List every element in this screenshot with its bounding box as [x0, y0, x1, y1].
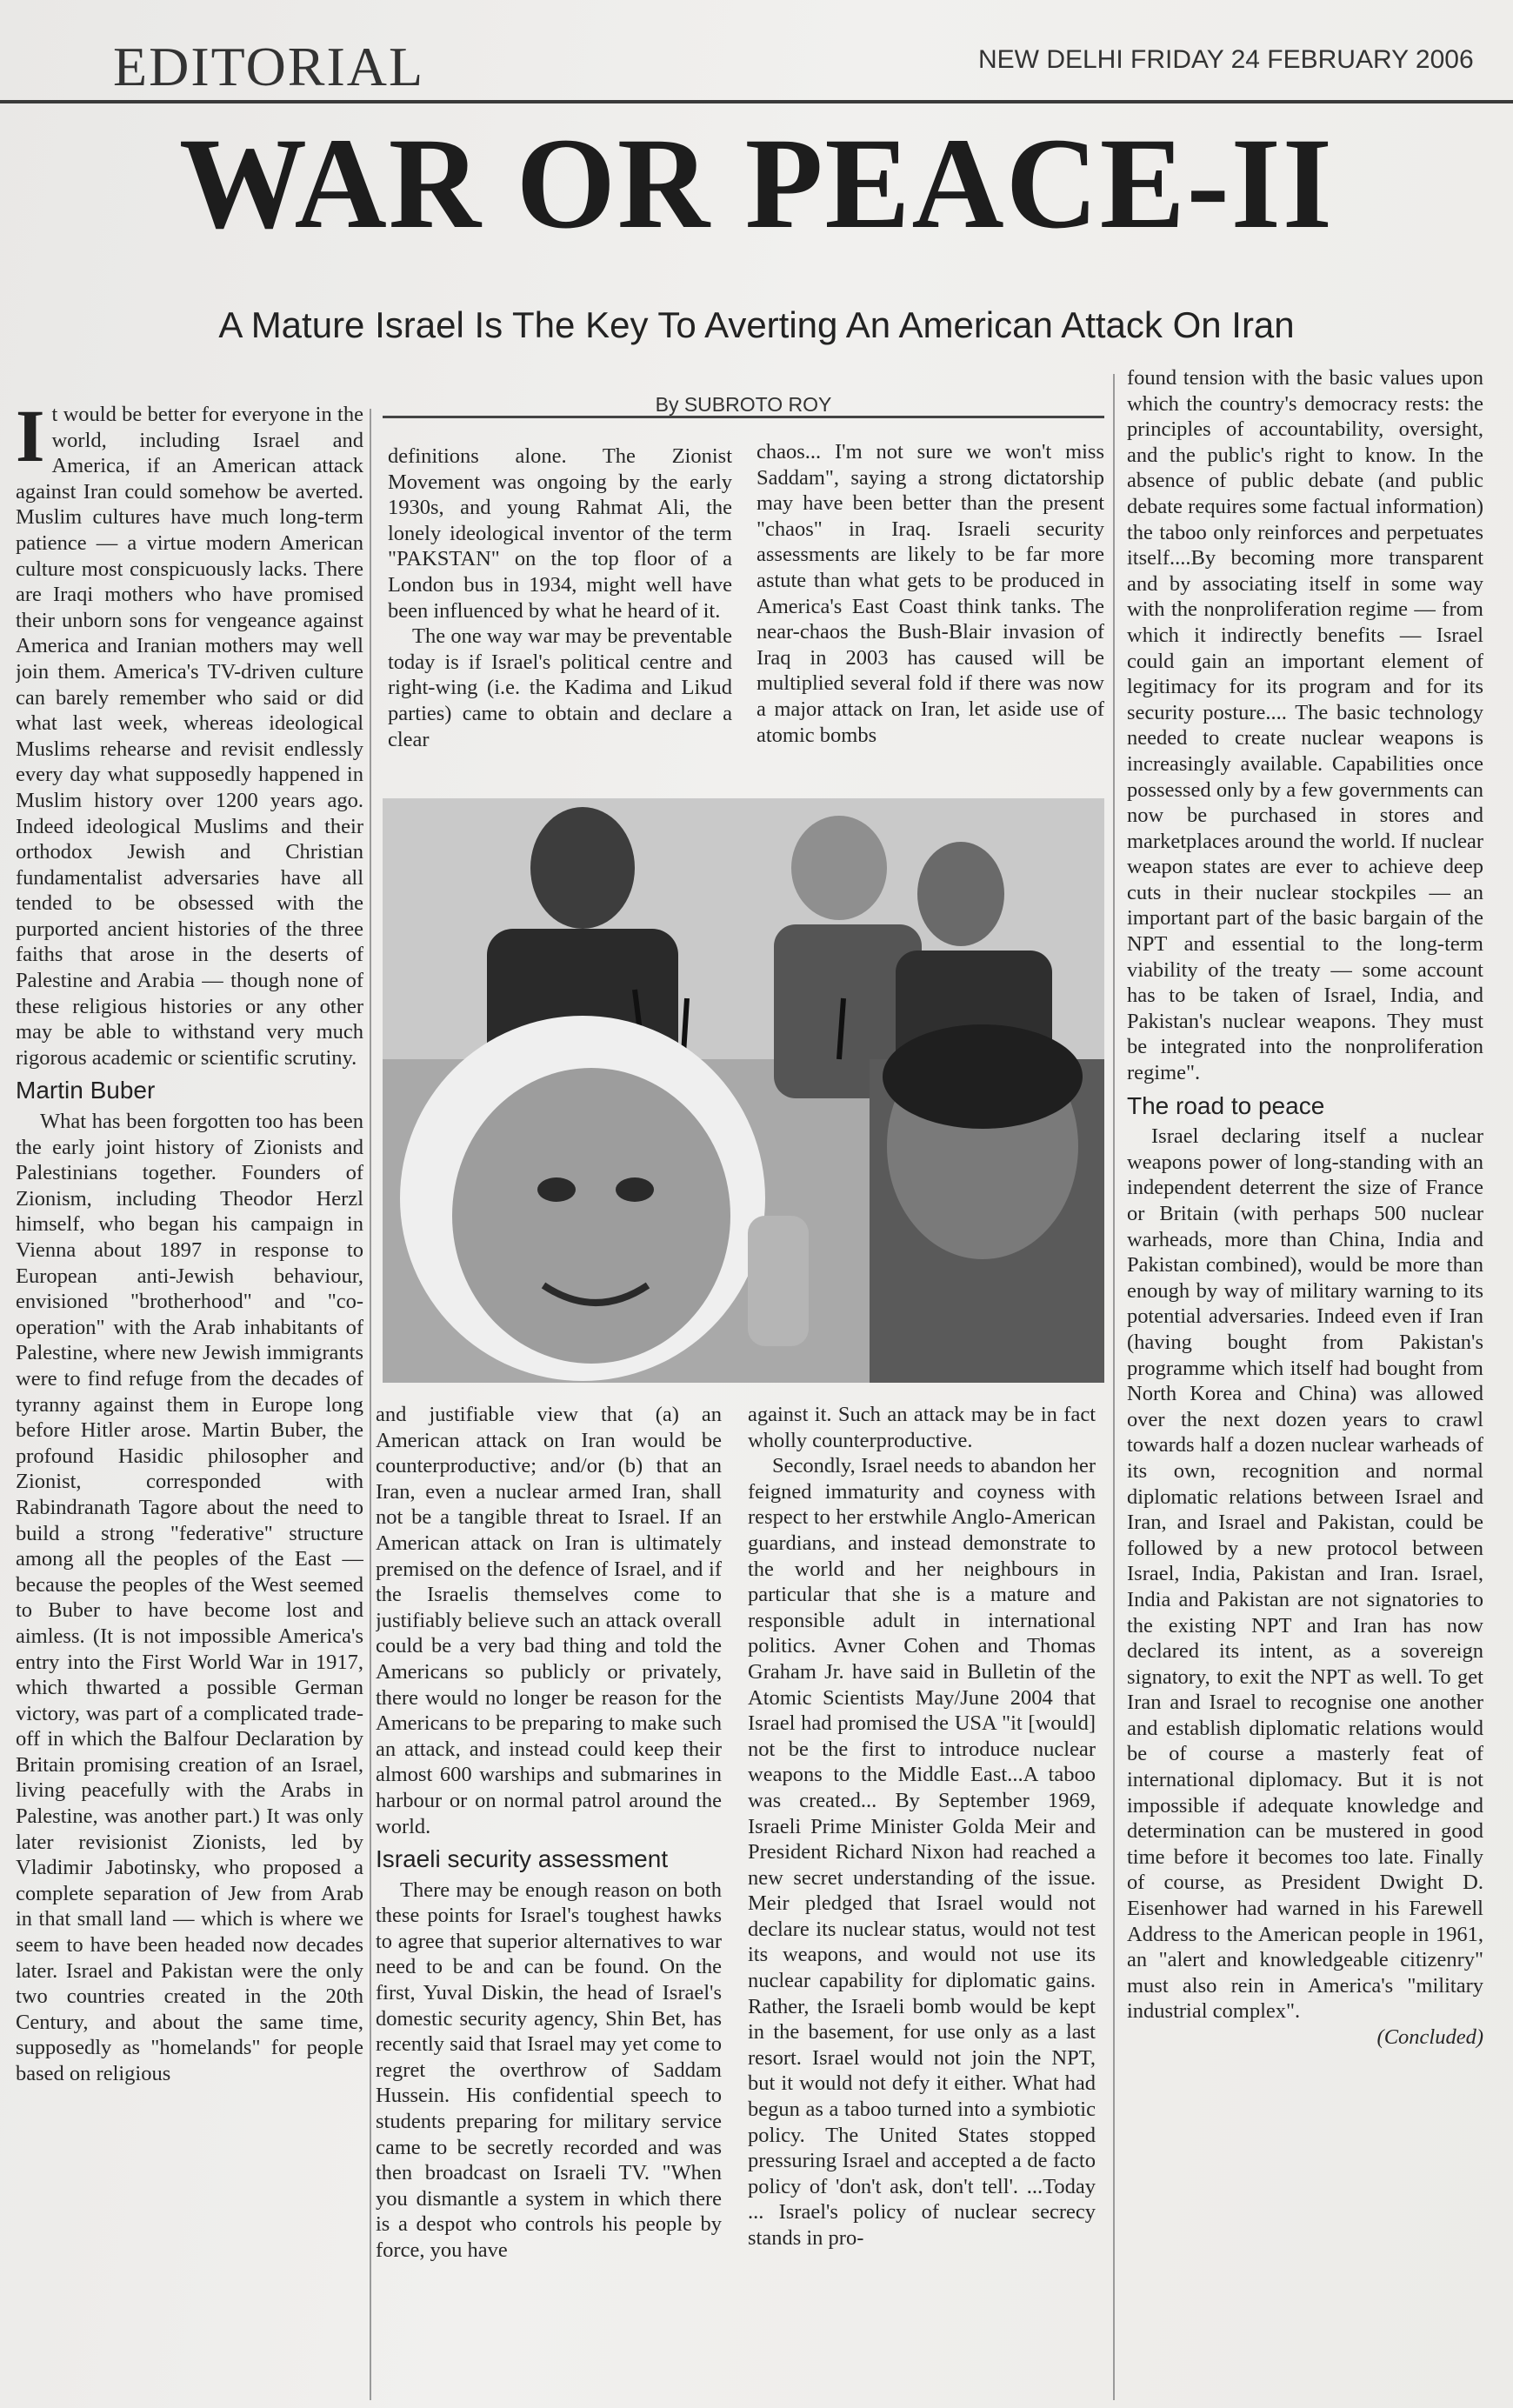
photo-collage	[383, 798, 1104, 1383]
article-paragraph: The one way war may be preventable today is if Israel's political centre and right-wing (i.e. the Kadima and Likud parties) came to obtain and declare a clear	[388, 624, 732, 751]
article-column-2-bottom	[376, 1402, 722, 2402]
article-column-1	[16, 402, 363, 2402]
article-column-3-bottom	[748, 1402, 1096, 2402]
article-paragraph: Secondly, Israel needs to abandon her feigned immaturity and coyness with respect to her erstwhile Anglo-American guardians, and instead demonstrate to the world and her neighbours in particular that she is a mature and responsible adult in international politics. Avner Cohen and Thomas Graham Jr. have said in Bulletin of the Atomic Scientists May/June 2004 that Israel had promised the USA "it [would] not be the first to introduce nuclear weapons to the Middle East...A taboo was created... By September 1969, Israeli Prime Minister Golda Meir and President Richard Nixon had reached a new secret understanding of the issue. Meir pledged that Israel would not declare its nuclear status, would not test its weapons, and would not use its nuclear capability for diplomatic gains. Rather, the Israeli bomb would be kept in the basement, for use only as a last resort. Israel would not join the NPT, but it would not defy it either. What had begun as a taboo turned into a symbiotic policy. The United States stopped pressuring Israel and accepted a de facto policy of 'don't ask, don't tell'. ...Today ... Israel's policy of nuclear secrecy stands in pro-	[748, 1454, 1096, 2250]
subheadline: A Mature Israel Is The Key To Averting An American Attack On Iran	[218, 304, 1295, 345]
article-column-4	[1127, 365, 1483, 2400]
article-paragraph: definitions alone. The Zionist Movement was ongoing by the early 1930s, and young Rahmat Ali, the lonely ideological inventor of the term "PAKSTAN" on the top floor of a London bus in 1934, might well have been influenced by what he heard of it.	[388, 444, 732, 623]
article-paragraph: chaos... I'm not sure we won't miss Saddam", saying a strong dictatorship may have been better than the present "chaos" in Iraq. Israeli security assessments are likely to be far more astute than what gets to be produced in America's East Coast think tanks. The near-chaos the Bush-Blair invasion of Iraq in 2003 has caused will be multiplied several fold if there was now a major attack on Iran, let aside use of atomic bombs	[756, 440, 1104, 747]
article-paragraph: It would be better for everyone in the world, including Israel and America, if an American attack against Iran could somehow be averted. Muslim cultures have much long-term patience — a virtue modern American culture most conspicuously lacks. There are Iraqi mothers who have promised their unborn sons for vengeance against America and Iranian mothers may well join them. America's TV-driven culture can barely remember who said or did what last week, whereas ideological Muslims rehearse and revisit endlessly every day what supposedly happened in Muslim history over 1200 years ago. Indeed ideological Muslims and their orthodox Jewish and Christian fundamentalist adversaries have all tended to be obsessed with the purported ancient histories of the three faiths that arose in the deserts of Palestine and Arabia — though none of these religious histories or any other may be able to withstand very much rigorous academic or scientific scrutiny.	[16, 402, 363, 1070]
article-paragraph: There may be enough reason on both these points for Israel's toughest hawks to agree that superior alternatives to war need to be and can be found. On the first, Yuval Diskin, the head of Israel's domestic security agency, Shin Bet, has recently said that Israel may yet come to regret the overthrow of Saddam Hussein. His confidential speech to students preparing for military service came to be secretly recorded and was then broadcast on Israeli TV. "When you dismantle a system in which there is a despot who controls his people by force, you have	[376, 1878, 722, 2262]
section-heading-martin-buber: Martin Buber	[16, 1077, 156, 1104]
article-paragraph: and justifiable view that (a) an American attack on Iran would be counterproductive; and/or (b) that an Iran, even a nuclear armed Iran, shall not be a tangible threat to Israel. If an American attack on Iran is ultimately premised on the defence of Israel, and if the Israelis themselves come to justifiably believe such an attack overall could be a very bad thing and told the Americans so publicly or privately, there would no longer be reason for the Americans to be preparing to make such an attack, and instead could keep their almost 600 warships and submarines in harbour or on normal patrol around the world.	[376, 1403, 722, 1838]
headline: WAR OR PEACE-II	[178, 111, 1334, 256]
section-heading-road-to-peace: The road to peace	[1127, 1091, 1325, 1119]
article-paragraph: What has been forgotten too has been the early joint history of Zionists and Palestinians together. Founders of Zionism, including Theodor Herzl himself, who began his campaign in Vienna about 1897 in response to European anti-Jewish behaviour, envisioned "brotherhood" and "co-operation" with the Arab inhabitants of Palestine, where new Jewish immigrants were to find refuge from the decades of tyranny against them in Europe long before Hitler arose. Martin Buber, the profound Hasidic philosopher and Zionist, corresponded with Rabindranath Tagore about the need to build a strong "federative" structure among all the peoples of the East — because the peoples of the West seemed to Buber to have become lost and aimless. (It is not impossible America's entry into the First World War in 1917, which thwarted a possible German victory, was part of a complicated trade-off in which the Balfour Declaration by Britain promising creation of an Israel, living peacefully with the Arabs in Palestine, was another part.) It was only later revisionist Zionists, led by Vladimir Jabotinsky, who proposed a complete separation of Jew from Arab in that small land — which is where we seem to have been headed now decades later. Israel and Pakistan were the only two countries created in the 20th Century, and about the same time, supposedly as "homelands" for people based on religious	[16, 1110, 363, 2085]
section-heading-israeli-security: Israeli security assessment	[376, 1845, 669, 1873]
column-divider	[1113, 374, 1115, 2400]
photo-illustration	[383, 798, 1104, 1383]
article-column-2-top	[388, 444, 732, 795]
column-divider	[370, 409, 371, 2400]
byline-divider	[383, 416, 1104, 418]
section-title: EDITORIAL	[113, 36, 425, 97]
byline: By SUBROTO ROY	[655, 393, 832, 416]
masthead-divider	[0, 100, 1513, 103]
article-column-3-top	[756, 439, 1104, 796]
article-paragraph: found tension with the basic values upon which the country's democracy rests: the principles of accountability, oversight, and the public's right to know. In the absence of public debate (and public debate requires some factual information) the taboo only reinforces and perpetuates itself....By becoming more transparent and by associating itself in some way with the nonproliferation regime — from which it indirectly benefits — Israel could gain an important element of legitimacy for its program and for its security posture.... The basic technology needed to create nuclear weapons is increasingly available. Capabilities once possessed only by a few governments can now be purchased in stores and marketplaces around the world. If nuclear weapon states are ever to achieve deep cuts in their nuclear stockpiles — an important part of the basic bargain of the NPT and essential to the long-term viability of the treaty — some account has to be taken of Israel, India, and Pakistan's nuclear weapons. They must be integrated into the nonproliferation regime".	[1127, 366, 1483, 1085]
article-paragraph: against it. Such an attack may be in fact wholly counterproductive.	[748, 1403, 1096, 1452]
dropcap: I	[16, 402, 45, 477]
concluded-note: (Concluded)	[1376, 2025, 1483, 2049]
dateline: NEW DELHI FRIDAY 24 FEBRUARY 2006	[978, 45, 1474, 74]
article-paragraph: Israel declaring itself a nuclear weapons power of long-standing with an independent deterrent the size of France or Britain (with perhaps 500 nuclear warheads, more than China, India and Pakistan combined), would be more than enough by way of military warning to its potential adversaries. Indeed even if Iran (having bought from Pakistan's programme which itself had bought from North Korea and China) was allowed over the next dozen years to crawl towards half a dozen nuclear warheads of its own, recognition and normal diplomatic relations between Israel and Iran, and Israel and Pakistan, could be followed by a new protocol between Israel, India, Pakistan and Iran. Israel, India and Pakistan are not signatories to the existing NPT and Iran has now declared its intent, as a sovereign signatory, to exit the NPT as well. To get Iran and Israel to recognise one another and establish diplomatic relations would be of course a masterly feat of international diplomacy. But it is not impossible if adequate knowledge and determination can be mustered in good time before it becomes too late. Finally of course, as President Dwight D. Eisenhower had warned in his Farewell Address to the American people in 1961, an "alert and knowledgeable citizenry" must also rein in America's "military industrial complex".	[1127, 1124, 1483, 2024]
